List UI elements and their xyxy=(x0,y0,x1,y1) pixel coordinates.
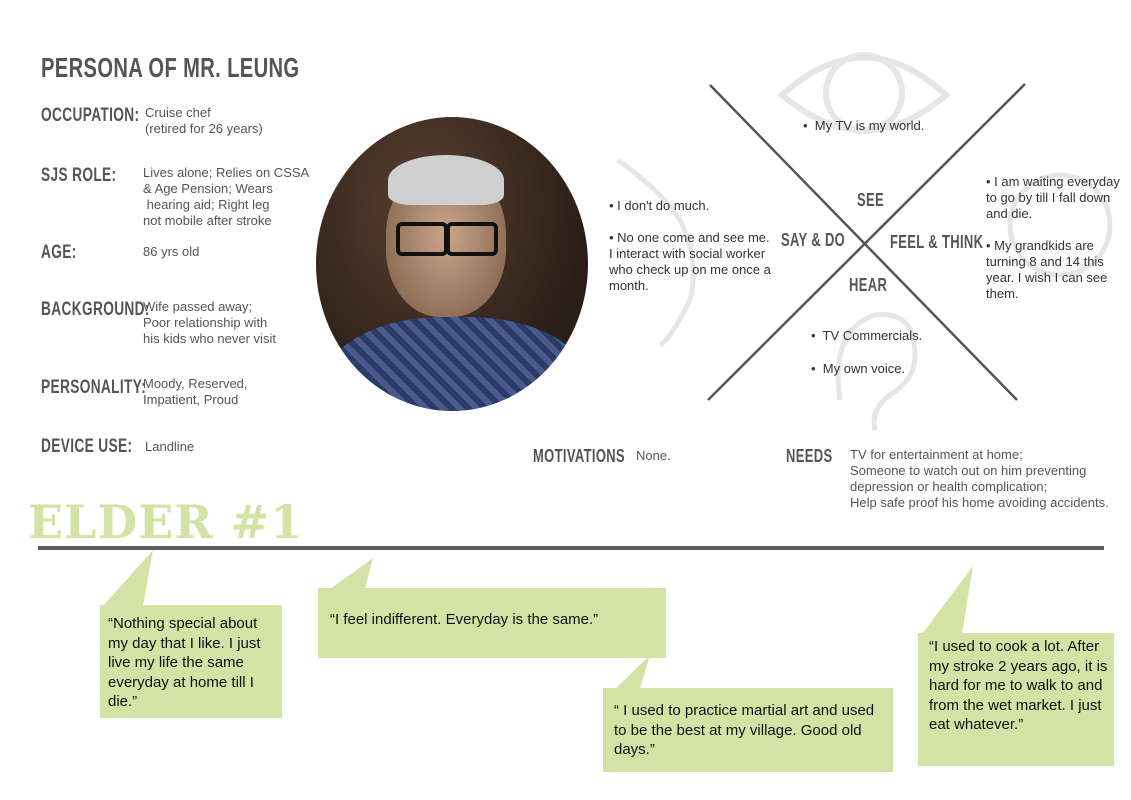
sjs-role-label: SJS ROLE: xyxy=(41,165,117,186)
motivations-label: MOTIVATIONS xyxy=(533,446,626,466)
personality-value: Moody, Reserved, Impatient, Proud xyxy=(143,376,248,407)
age-value: 86 yrs old xyxy=(143,244,200,259)
device-use-value: Landline xyxy=(145,439,195,454)
motivations-value: None. xyxy=(636,448,671,463)
quote-bubble-4: “I used to cook a lot. After my stroke 2 years ago, it is hard for me to walk to and from the wet market. I just eat whatever.” xyxy=(929,638,1108,733)
say-do-label: SAY & DO xyxy=(781,230,846,250)
quote-bubble-3: “ I used to practice martial art and used to be the best at my village. Good old days.” xyxy=(614,702,875,758)
hear-items: • TV Commercials. • My own voice. xyxy=(811,328,923,376)
personality-label: PERSONALITY: xyxy=(41,377,147,398)
quote-bubble-2: “I feel indifferent. Everyday is the same.” xyxy=(330,611,599,628)
needs-label: NEEDS xyxy=(786,446,833,466)
device-use-label: DEVICE USE: xyxy=(41,436,133,457)
quote-bubble-1: “Nothing special about my day that I like. I just live my life the same everyday at home till I die.” xyxy=(108,615,261,710)
elder-title: ELDER #1 xyxy=(28,495,304,549)
feel-think-items: • I am waiting everyday to go by till I fall down and die. • My grandkids are turning 8 and 14 this year. I wish I can see them. xyxy=(986,174,1120,301)
background-label: BACKGROUND: xyxy=(41,299,150,320)
feel-think-label: FEEL & THINK xyxy=(890,232,984,252)
glasses-left xyxy=(396,222,448,256)
hear-label: HEAR xyxy=(849,275,888,295)
sjs-role-value: Lives alone; Relies on CSSA & Age Pension; Wears hearing aid; Right leg not mobile after stroke xyxy=(143,165,310,228)
glasses-right xyxy=(446,222,498,256)
see-item: • My TV is my world. xyxy=(803,118,925,133)
occupation-label: OCCUPATION: xyxy=(41,105,140,126)
background-value: Wife passed away; Poor relationship with his kids who never visit xyxy=(143,299,276,346)
needs-value: TV for entertainment at home; Someone to watch out on him preventing depression or health complication; Help safe proof his home avoiding accidents. xyxy=(850,447,1109,510)
hair-shape xyxy=(388,155,504,205)
occupation-value: Cruise chef (retired for 26 years) xyxy=(145,105,263,136)
page-title: PERSONA OF MR. LEUNG xyxy=(41,52,300,83)
say-do-items: • I don't do much. • No one come and see me. I interact with social worker who check up on me once a month. xyxy=(609,198,771,293)
shirt-shape xyxy=(326,317,586,411)
age-label: AGE: xyxy=(41,242,77,263)
portrait-photo xyxy=(316,117,588,411)
see-label: SEE xyxy=(857,190,885,210)
